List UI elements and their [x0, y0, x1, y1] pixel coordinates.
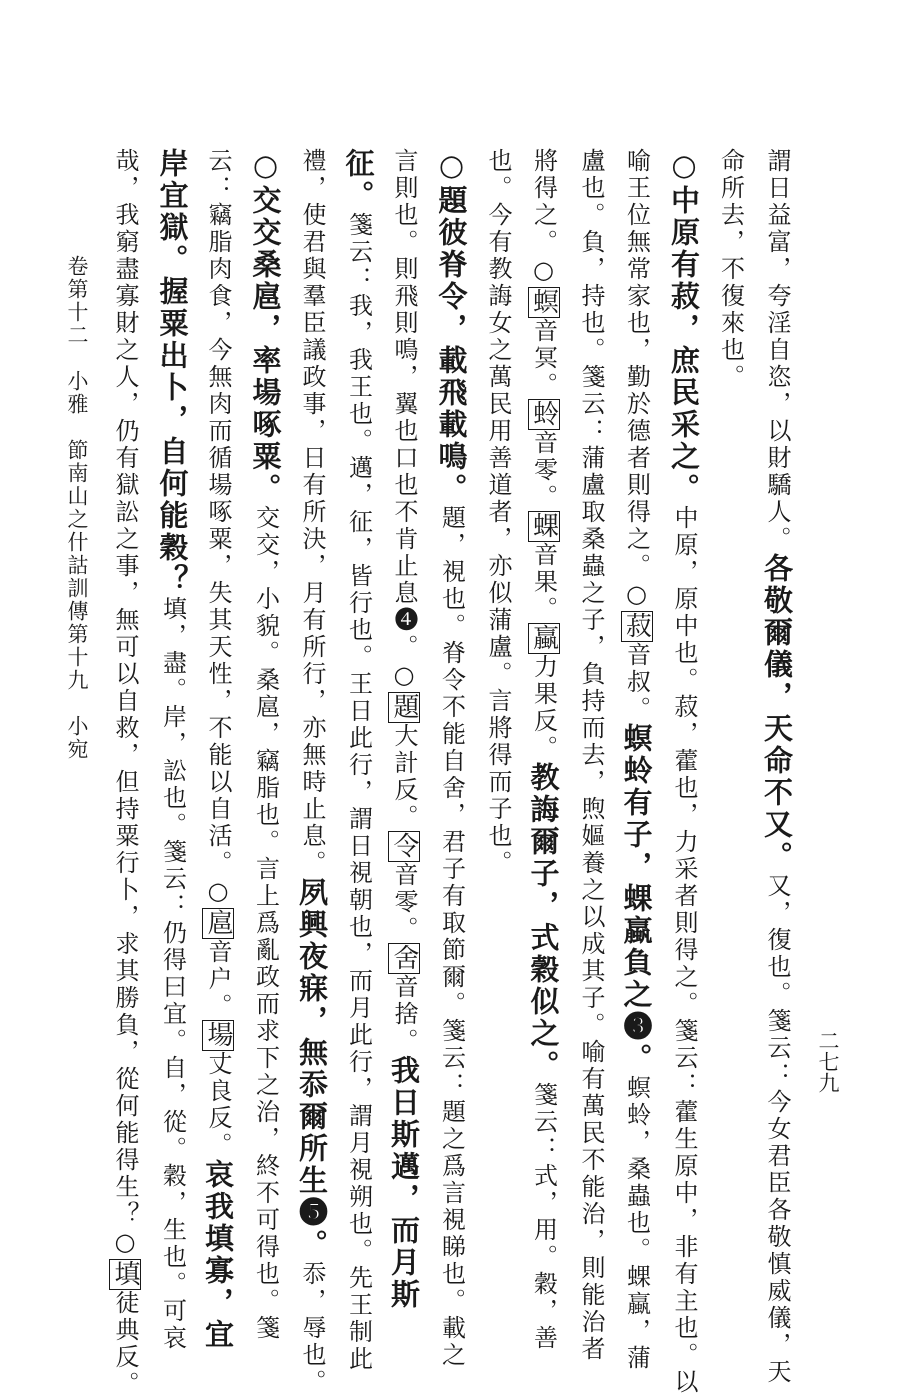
text-column — [526, 148, 561, 1352]
commentary-text: 命所去，不復來也。 — [716, 148, 745, 391]
text-column — [434, 148, 469, 1369]
commentary-text: 音果。 — [529, 542, 558, 623]
commentary-text: 禮，使君與羣臣議政事，日有所決，月有所行，亦無時止息。 — [298, 148, 326, 877]
commentary-text: 箋云：式，用。穀，善 — [529, 1082, 558, 1352]
commentary-text: 云：竊脂肉食，今無肉而循場啄粟，失其天性，不能以自活。○ — [204, 148, 232, 908]
commentary-text: 音零。 — [390, 862, 418, 943]
text-column — [387, 148, 421, 1311]
boxed-character: 扈 — [203, 909, 233, 938]
text-column — [111, 148, 141, 1398]
classic-text: 各敬爾儀，天命不又。 — [760, 553, 794, 873]
commentary-text: 言則也。則飛則鳴，翼也口也不肯止息❹。○ — [390, 148, 418, 692]
classic-text: 岸宜獄。握粟出卜，自何能穀？ — [155, 148, 190, 596]
commentary-text: 力果反。 — [529, 654, 558, 762]
commentary-text: 音零。 — [529, 430, 558, 511]
commentary-text: 徒典反。 — [111, 1290, 139, 1398]
classic-text: ○中原有菽，庶民采之。 — [667, 148, 701, 505]
text-column — [762, 148, 792, 1386]
running-head: 卷第十二 小雅 節南山之什詁訓傳第十九 小宛 — [65, 255, 89, 761]
text-column — [341, 148, 376, 1373]
commentary-text: 交交，小貌。桑扈，竊脂也。言上爲亂政而求下之治，終不可得也。箋 — [251, 505, 280, 1342]
commentary-text: 音户。 — [204, 939, 232, 1020]
commentary-text: 也。今有教誨女之萬民用善道者，亦似蒲盧。言將得而子也。 — [484, 148, 512, 877]
commentary-text: 音捨。 — [390, 974, 418, 1055]
classic-text: ○題彼脊令，載飛載鳴。 — [434, 148, 469, 505]
commentary-text: 中原，原中也。菽，藿也，力采者則得之。箋云：藿生原中，非有主也。以 — [670, 505, 698, 1396]
commentary-text: 哉，我窮盡寡財之人，仍有獄訟之事，無可以自救，但持粟行卜，求其勝負，從何能得生？○ — [111, 148, 139, 1259]
boxed-character: 令 — [389, 832, 419, 861]
commentary-text: 將得之。○ — [529, 148, 558, 287]
boxed-character: 蜾 — [528, 512, 559, 541]
commentary-text: 盧也。負，持也。箋云：蒲盧取桑蟲之子，負持而去，煦嫗養之以成其子。喻有萬民不能治，則能治者 — [577, 148, 605, 1363]
classic-text: 我日斯邁，而月斯 — [387, 1055, 421, 1311]
classic-text: 征。 — [341, 148, 376, 212]
commentary-text: 題，視也。脊令不能自舍，君子有取節爾。箋云：題之爲言視睇也。載之 — [437, 505, 466, 1369]
boxed-character: 場 — [203, 1021, 233, 1050]
commentary-text: 音冥。 — [529, 318, 558, 399]
page-number: 二七九 — [816, 1030, 840, 1093]
commentary-text: 丈良反。 — [204, 1051, 232, 1159]
text-column — [155, 148, 190, 1352]
boxed-character: 蠃 — [528, 624, 559, 653]
text-column — [483, 148, 513, 877]
text-column — [619, 148, 654, 1372]
classic-text: ○交交桑扈，率場啄粟。 — [248, 148, 283, 505]
commentary-text: 箋云：我，我王也。邁，征，皆行也。王日此行，謂日視朝也，而月此行，謂月視朔也。先王制此 — [344, 212, 373, 1373]
commentary-text: 音叔。 — [622, 642, 651, 723]
commentary-text: 喻王位無常家也，勤於德者則得之。○ — [622, 148, 651, 611]
boxed-character: 蛉 — [528, 400, 559, 429]
text-column — [297, 148, 327, 1396]
classic-text: 教誨爾子，式穀似之。 — [526, 762, 561, 1082]
text-column — [576, 148, 606, 1363]
commentary-text: 忝，辱也。 — [298, 1261, 326, 1396]
commentary-text: 螟蛉，桑蟲也。蜾蠃，蒲 — [622, 1075, 651, 1372]
classic-text: 螟蛉有子，蜾蠃負之❸。 — [619, 723, 654, 1075]
text-column — [201, 148, 235, 1351]
boxed-character: 菽 — [621, 612, 652, 641]
boxed-character: 舍 — [389, 944, 419, 973]
text-column — [248, 148, 283, 1342]
boxed-character: 填 — [110, 1260, 140, 1289]
commentary-text: 又，復也。箋云：今女君臣各敬慎威儀，天 — [763, 873, 791, 1386]
classic-text: 夙興夜寐，無忝爾所生❺。 — [295, 877, 329, 1261]
commentary-text: 謂日益富，夸淫自恣，以財驕人。 — [763, 148, 791, 553]
boxed-character: 題 — [389, 693, 419, 722]
text-column — [669, 148, 699, 1396]
commentary-text: 填，盡。岸，訟也。箋云：仍得曰宜。自，從。穀，生也。可哀 — [158, 596, 187, 1352]
text-column — [716, 148, 746, 391]
boxed-character: 螟 — [528, 288, 559, 317]
classic-text: 哀我填寡，宜 — [201, 1159, 235, 1351]
commentary-text: 大計反。 — [390, 723, 418, 831]
